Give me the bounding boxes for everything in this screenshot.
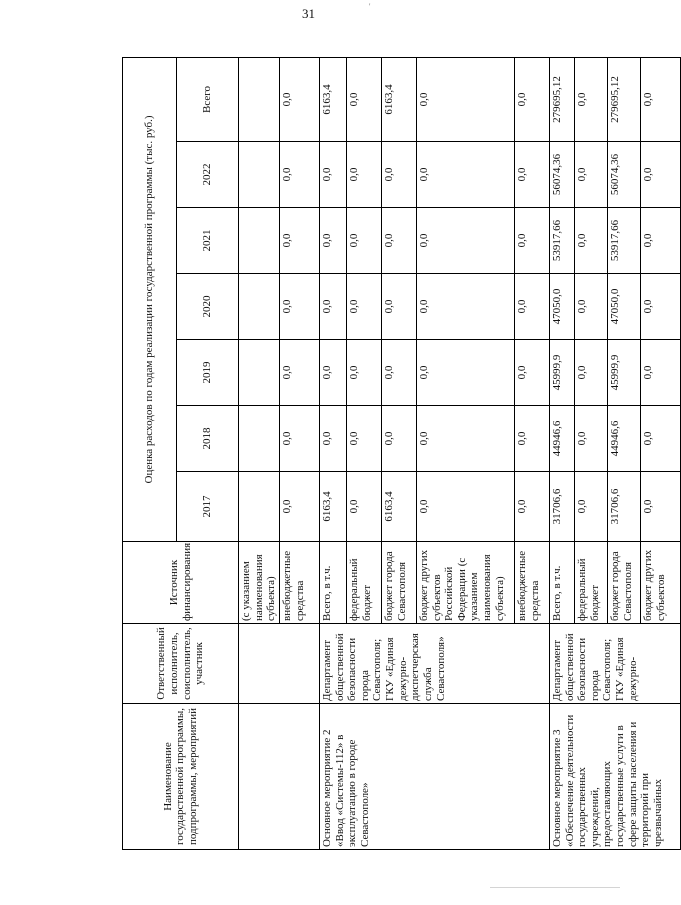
cell-value: 0,0 (319, 274, 346, 340)
cell-value: 0,0 (416, 142, 514, 208)
cell-value: 0,0 (319, 208, 346, 274)
cell-value: 279695,12 (549, 57, 574, 141)
cell-value: 0,0 (279, 274, 319, 340)
cell-value: 0,0 (319, 340, 346, 406)
cell-value: 6163,4 (319, 472, 346, 542)
cell-value: 44946,6 (607, 406, 640, 472)
cell-value: 0,0 (279, 208, 319, 274)
cell-source: (с указанием наименования субъекта) (239, 542, 280, 624)
cell-value: 0,0 (279, 406, 319, 472)
cell-value: 56074,36 (607, 142, 640, 208)
cell-value: 0,0 (574, 406, 607, 472)
cell-source: федеральный бюджет (574, 542, 607, 624)
header-col-source: Источник финансирования (123, 542, 239, 624)
cell-value: 0,0 (416, 340, 514, 406)
table-row (319, 57, 346, 849)
header-year: 2022 (177, 142, 239, 208)
cell-value: 0,0 (514, 142, 549, 208)
rotated-table-wrapper (122, 58, 667, 850)
cell-value: 6163,4 (381, 472, 416, 542)
cell-value: 0,0 (346, 57, 381, 141)
cell-value: 0,0 (574, 472, 607, 542)
cell-source: бюджет города Севастополя (381, 542, 416, 624)
scan-edge-line (490, 887, 620, 888)
measure-2-executor: Департамент общественной безопасности города Севастополя; ГКУ «Единая дежурно-диспетчерская служба Севастополя» (319, 624, 549, 704)
cell-value: 0,0 (640, 142, 680, 208)
cell-value: 0,0 (514, 274, 549, 340)
header-year: 2018 (177, 406, 239, 472)
cell-value: 0,0 (319, 406, 346, 472)
cell-value: 0,0 (346, 208, 381, 274)
cell-value: 0,0 (514, 57, 549, 141)
cell-value: 0,0 (381, 274, 416, 340)
header-year: 2020 (177, 274, 239, 340)
cell-value: 0,0 (381, 142, 416, 208)
cell-executor-cont (239, 624, 320, 704)
cell-value: 0,0 (346, 340, 381, 406)
cell-value (239, 340, 280, 406)
cell-value: 47050,0 (607, 274, 640, 340)
cell-value: 0,0 (640, 472, 680, 542)
cell-value: 6163,4 (381, 57, 416, 141)
header-col-group: Оценка расходов по годам реализации государственной программы (тыс. руб.) (123, 57, 177, 541)
cell-source: Всего, в т.ч. (319, 542, 346, 624)
cell-value (239, 472, 280, 542)
cell-value: 47050,0 (549, 274, 574, 340)
cell-value: 0,0 (416, 208, 514, 274)
cell-source: внебюджетные средства (279, 542, 319, 624)
cell-value: 53917,66 (607, 208, 640, 274)
cell-value: 0,0 (640, 57, 680, 141)
cell-value: 0,0 (514, 340, 549, 406)
cell-value: 0,0 (346, 406, 381, 472)
cell-value: 0,0 (640, 340, 680, 406)
scan-mark: ' (369, 2, 371, 11)
measure-3-name: Основное мероприятие 3 «Обеспечение деятельности государственных учреждений, предоставляющих государственные услуги в сфере защиты населения и территорий при чрезвычайных (549, 704, 680, 850)
cell-value: 0,0 (381, 406, 416, 472)
cell-value: 0,0 (514, 208, 549, 274)
cell-value: 0,0 (574, 340, 607, 406)
cell-value: 0,0 (574, 57, 607, 141)
cell-value: 31706,6 (607, 472, 640, 542)
cell-value: 0,0 (640, 406, 680, 472)
cell-source: федеральный бюджет (346, 542, 381, 624)
cell-source: внебюджетные средства (514, 542, 549, 624)
cell-value: 0,0 (279, 472, 319, 542)
cell-value: 0,0 (514, 406, 549, 472)
header-total: Всего (177, 57, 239, 141)
expenditure-table (122, 57, 681, 850)
cell-value: 0,0 (416, 57, 514, 141)
cell-value: 53917,66 (549, 208, 574, 274)
cell-source: бюджет города Севастополя (607, 542, 640, 624)
cell-value: 0,0 (574, 208, 607, 274)
cell-value: 0,0 (381, 340, 416, 406)
header-year: 2017 (177, 472, 239, 542)
cell-value: 0,0 (574, 142, 607, 208)
cell-source: бюджет других субъектов Российской Федерации (с указанием наименования субъекта) (416, 542, 514, 624)
measure-2-name: Основное мероприятие 2 «Ввод «Системы-112» в эксплуатацию в городе Севастополе» (319, 704, 549, 850)
cell-value: 0,0 (346, 472, 381, 542)
cell-value: 0,0 (640, 208, 680, 274)
cell-value: 0,0 (319, 142, 346, 208)
cell-source: Всего, в т.ч. (549, 542, 574, 624)
cell-value: 0,0 (416, 274, 514, 340)
cell-value: 0,0 (640, 274, 680, 340)
table-row (549, 57, 574, 849)
cell-value (239, 406, 280, 472)
cell-value: 0,0 (346, 274, 381, 340)
cell-value: 0,0 (574, 274, 607, 340)
cell-value: 0,0 (514, 472, 549, 542)
cell-value: 45999,9 (549, 340, 574, 406)
cell-value: 56074,36 (549, 142, 574, 208)
cell-value (239, 57, 280, 141)
cell-value: 44946,6 (549, 406, 574, 472)
cell-value: 6163,4 (319, 57, 346, 141)
cell-value: 0,0 (279, 142, 319, 208)
cell-value (239, 142, 280, 208)
cell-value: 0,0 (279, 57, 319, 141)
header-col-executor: Ответственный исполнитель, соисполнитель, участник (123, 624, 239, 704)
cell-value: 31706,6 (549, 472, 574, 542)
header-year: 2019 (177, 340, 239, 406)
cell-value: 0,0 (416, 406, 514, 472)
cell-source: бюджет других субъектов (640, 542, 680, 624)
cell-value: 279695,12 (607, 57, 640, 141)
cell-value: 45999,9 (607, 340, 640, 406)
cell-name-cont (239, 704, 320, 850)
measure-3-executor: Департамент общественной безопасности города Севастополя; ГКУ «Единая дежурно- (549, 624, 680, 704)
table-row (239, 57, 280, 849)
header-year: 2021 (177, 208, 239, 274)
cell-value: 0,0 (279, 340, 319, 406)
cell-value (239, 274, 280, 340)
cell-value (239, 208, 280, 274)
cell-value: 0,0 (381, 208, 416, 274)
cell-value: 0,0 (346, 142, 381, 208)
cell-value: 0,0 (416, 472, 514, 542)
header-col-name: Наименование государственной программы, подпрограммы, мероприятий (123, 704, 239, 850)
page-number: 31 (302, 6, 315, 21)
